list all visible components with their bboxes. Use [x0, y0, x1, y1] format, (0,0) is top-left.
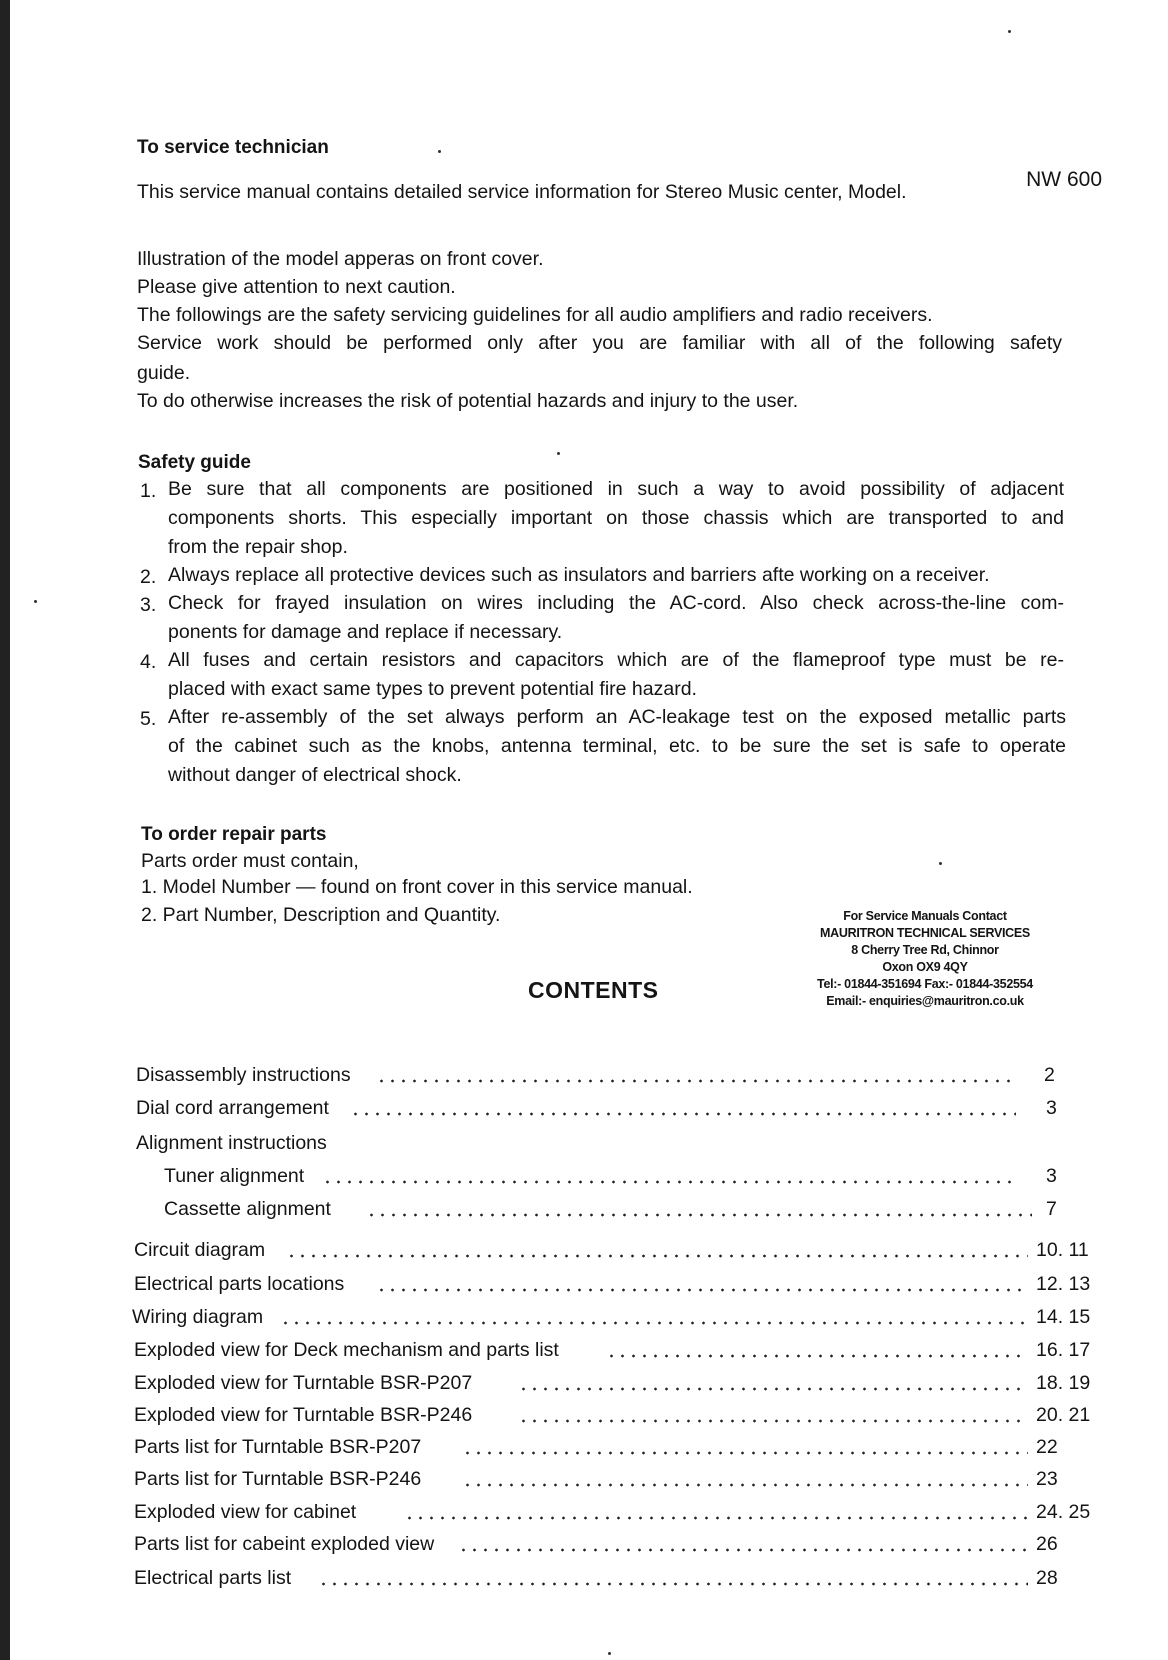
toc-leader: [280, 1320, 1028, 1326]
toc-entry[interactable]: [0, 1158, 1168, 1188]
safety-heading: Safety guide: [138, 452, 251, 473]
scan-speck: [438, 150, 441, 153]
contents-title: CONTENTS: [528, 977, 659, 1003]
toc-entry-label: Parts list for cabeint exploded view: [134, 1533, 440, 1556]
toc-leader: [318, 1581, 1028, 1587]
toc-entry-label: Alignment instructions: [136, 1132, 333, 1155]
toc-leader: [376, 1078, 1016, 1084]
toc-entry-label: Parts list for Turntable BSR-P246: [134, 1468, 427, 1491]
toc-leader: [376, 1287, 1028, 1293]
service-line: The followings are the safety servicing guidelines for all audio amplifiers and radio receivers.: [137, 304, 933, 326]
service-line: guide.: [137, 362, 191, 384]
service-line: Please give attention to next caution.: [137, 276, 456, 298]
toc-leader: [606, 1353, 1028, 1359]
safety-item-line: of the cabinet such as the knobs, antenna terminal, etc. to be sure the set is safe to operate: [168, 735, 1066, 757]
toc-leader: [350, 1111, 1016, 1117]
order-item: 1. Model Number — found on front cover in this service manual.: [141, 876, 693, 898]
toc-entry-page: 18. 19: [1036, 1372, 1091, 1394]
safety-item-line: Be sure that all components are positioned in such a way to avoid possibility of adjacent: [168, 478, 1064, 500]
toc-leader: [366, 1212, 1032, 1218]
safety-item-line: components shorts. This especially important on those chassis which are transported to and: [168, 507, 1064, 529]
toc-entry-label: Exploded view for Turntable BSR-P246: [134, 1404, 478, 1427]
toc-entry[interactable]: [0, 1526, 1168, 1556]
contact-line: 8 Cherry Tree Rd, Chinnor: [851, 943, 999, 957]
safety-item-line: placed with exact same types to prevent potential fire hazard.: [168, 678, 697, 700]
contact-company: MAURITRON TECHNICAL SERVICES: [820, 926, 1030, 940]
toc-entry[interactable]: [0, 1461, 1168, 1491]
service-line: To do otherwise increases the risk of potential hazards and injury to the user.: [137, 390, 799, 412]
service-line: Illustration of the model apperas on front cover.: [137, 248, 544, 270]
contact-phone: Tel:- 01844-351694 Fax:- 01844-352554: [817, 977, 1033, 991]
service-line: Service work should be performed only after you are familiar with all of the following safety: [137, 332, 1062, 354]
toc-entry-label: Cassette alignment: [164, 1198, 337, 1221]
safety-item-number: 1.: [140, 480, 157, 502]
service-intro-text: This service manual contains detailed service information for Stereo Music center, Model.: [137, 181, 907, 203]
safety-item-number: 3.: [140, 594, 157, 616]
safety-item-line: without danger of electrical shock.: [168, 764, 462, 786]
toc-entry-page: 3: [1046, 1165, 1057, 1187]
safety-item-line: Always replace all protective devices such as insulators and barriers afte working on a receiver.: [168, 564, 990, 586]
toc-entry-page: 23: [1036, 1468, 1058, 1490]
toc-entry-page: 12. 13: [1036, 1273, 1091, 1295]
toc-leader: [458, 1547, 1028, 1553]
toc-entry-label: Disassembly instructions: [136, 1064, 357, 1087]
toc-entry-label: Tuner alignment: [164, 1165, 310, 1188]
safety-item-number: 2.: [140, 566, 157, 588]
order-intro: Parts order must contain,: [141, 850, 359, 872]
toc-leader: [462, 1482, 1028, 1488]
toc-entry[interactable]: [0, 1397, 1168, 1427]
toc-entry[interactable]: [0, 1057, 1168, 1087]
order-item: 2. Part Number, Description and Quantity.: [141, 904, 501, 926]
toc-entry-page: 24. 25: [1036, 1501, 1091, 1523]
safety-item-line: All fuses and certain resistors and capacitors which are of the flameproof type must be re-: [168, 649, 1064, 671]
contact-line: Oxon OX9 4QY: [882, 960, 968, 974]
toc-entry[interactable]: [0, 1365, 1168, 1395]
toc-entry[interactable]: [0, 1429, 1168, 1459]
toc-leader: [462, 1450, 1028, 1456]
contact-email: Email:- enquiries@mauritron.co.uk: [826, 994, 1024, 1008]
safety-item-line: from the repair shop.: [168, 536, 348, 558]
service-intro: [137, 168, 1102, 204]
toc-entry[interactable]: [0, 1266, 1168, 1296]
service-heading: To service technician: [137, 137, 329, 158]
toc-entry-label: Electrical parts list: [134, 1567, 297, 1590]
scan-speck: [1008, 30, 1011, 33]
toc-entry-page: 3: [1046, 1097, 1057, 1119]
scan-speck: [608, 1652, 611, 1655]
safety-item-number: 5.: [140, 708, 157, 730]
safety-item-line: After re-assembly of the set always perform an AC-leakage test on the exposed metallic parts: [168, 706, 1066, 728]
toc-entry-page: 26: [1036, 1533, 1058, 1555]
toc-leader: [286, 1253, 1028, 1259]
order-heading: To order repair parts: [141, 824, 327, 845]
contact-line: For Service Manuals Contact: [843, 909, 1007, 923]
toc-entry-page: 28: [1036, 1567, 1058, 1589]
toc-entry-label: Dial cord arrangement: [136, 1097, 335, 1120]
safety-item-line: ponents for damage and replace if necessary.: [168, 621, 563, 643]
toc-entry[interactable]: [0, 1232, 1168, 1262]
toc-entry[interactable]: [0, 1494, 1168, 1524]
scan-speck: [34, 600, 37, 603]
toc-entry[interactable]: [0, 1299, 1168, 1329]
toc-leader: [404, 1515, 1028, 1521]
toc-entry[interactable]: [0, 1191, 1168, 1221]
toc-entry-page: 14. 15: [1036, 1306, 1091, 1328]
toc-leader: [322, 1179, 1016, 1185]
contact-stamp: [790, 908, 1060, 1010]
toc-entry-label: Exploded view for cabinet: [134, 1501, 362, 1524]
toc-entry-label: Electrical parts locations: [134, 1273, 350, 1296]
toc-entry-page: 20. 21: [1036, 1404, 1091, 1426]
toc-entry-label: Exploded view for Turntable BSR-P207: [134, 1372, 478, 1395]
safety-item-number: 4.: [140, 651, 157, 673]
toc-entry: [0, 1125, 1168, 1155]
toc-entry-page: 2: [1044, 1064, 1055, 1086]
scan-speck: [939, 862, 942, 865]
toc-entry-label: Parts list for Turntable BSR-P207: [134, 1436, 427, 1459]
toc-entry-page: 10. 11: [1036, 1239, 1089, 1261]
toc-leader: [518, 1418, 1028, 1424]
toc-entry-label: Wiring diagram: [132, 1306, 269, 1329]
toc-entry-page: 7: [1046, 1198, 1057, 1220]
toc-entry[interactable]: [0, 1560, 1168, 1590]
safety-item-line: Check for frayed insulation on wires including the AC-cord. Also check across-the-line com-: [168, 592, 1064, 614]
toc-entry-label: Exploded view for Deck mechanism and parts list: [134, 1339, 565, 1362]
toc-entry-label: Circuit diagram: [134, 1239, 271, 1262]
toc-entry-page: 22: [1036, 1436, 1058, 1458]
toc-leader: [518, 1386, 1028, 1392]
toc-entry[interactable]: [0, 1332, 1168, 1362]
scan-speck: [557, 452, 560, 455]
toc-entry[interactable]: [0, 1090, 1168, 1120]
model-number: NW 600: [1026, 168, 1102, 191]
toc-entry-page: 16. 17: [1036, 1339, 1091, 1361]
